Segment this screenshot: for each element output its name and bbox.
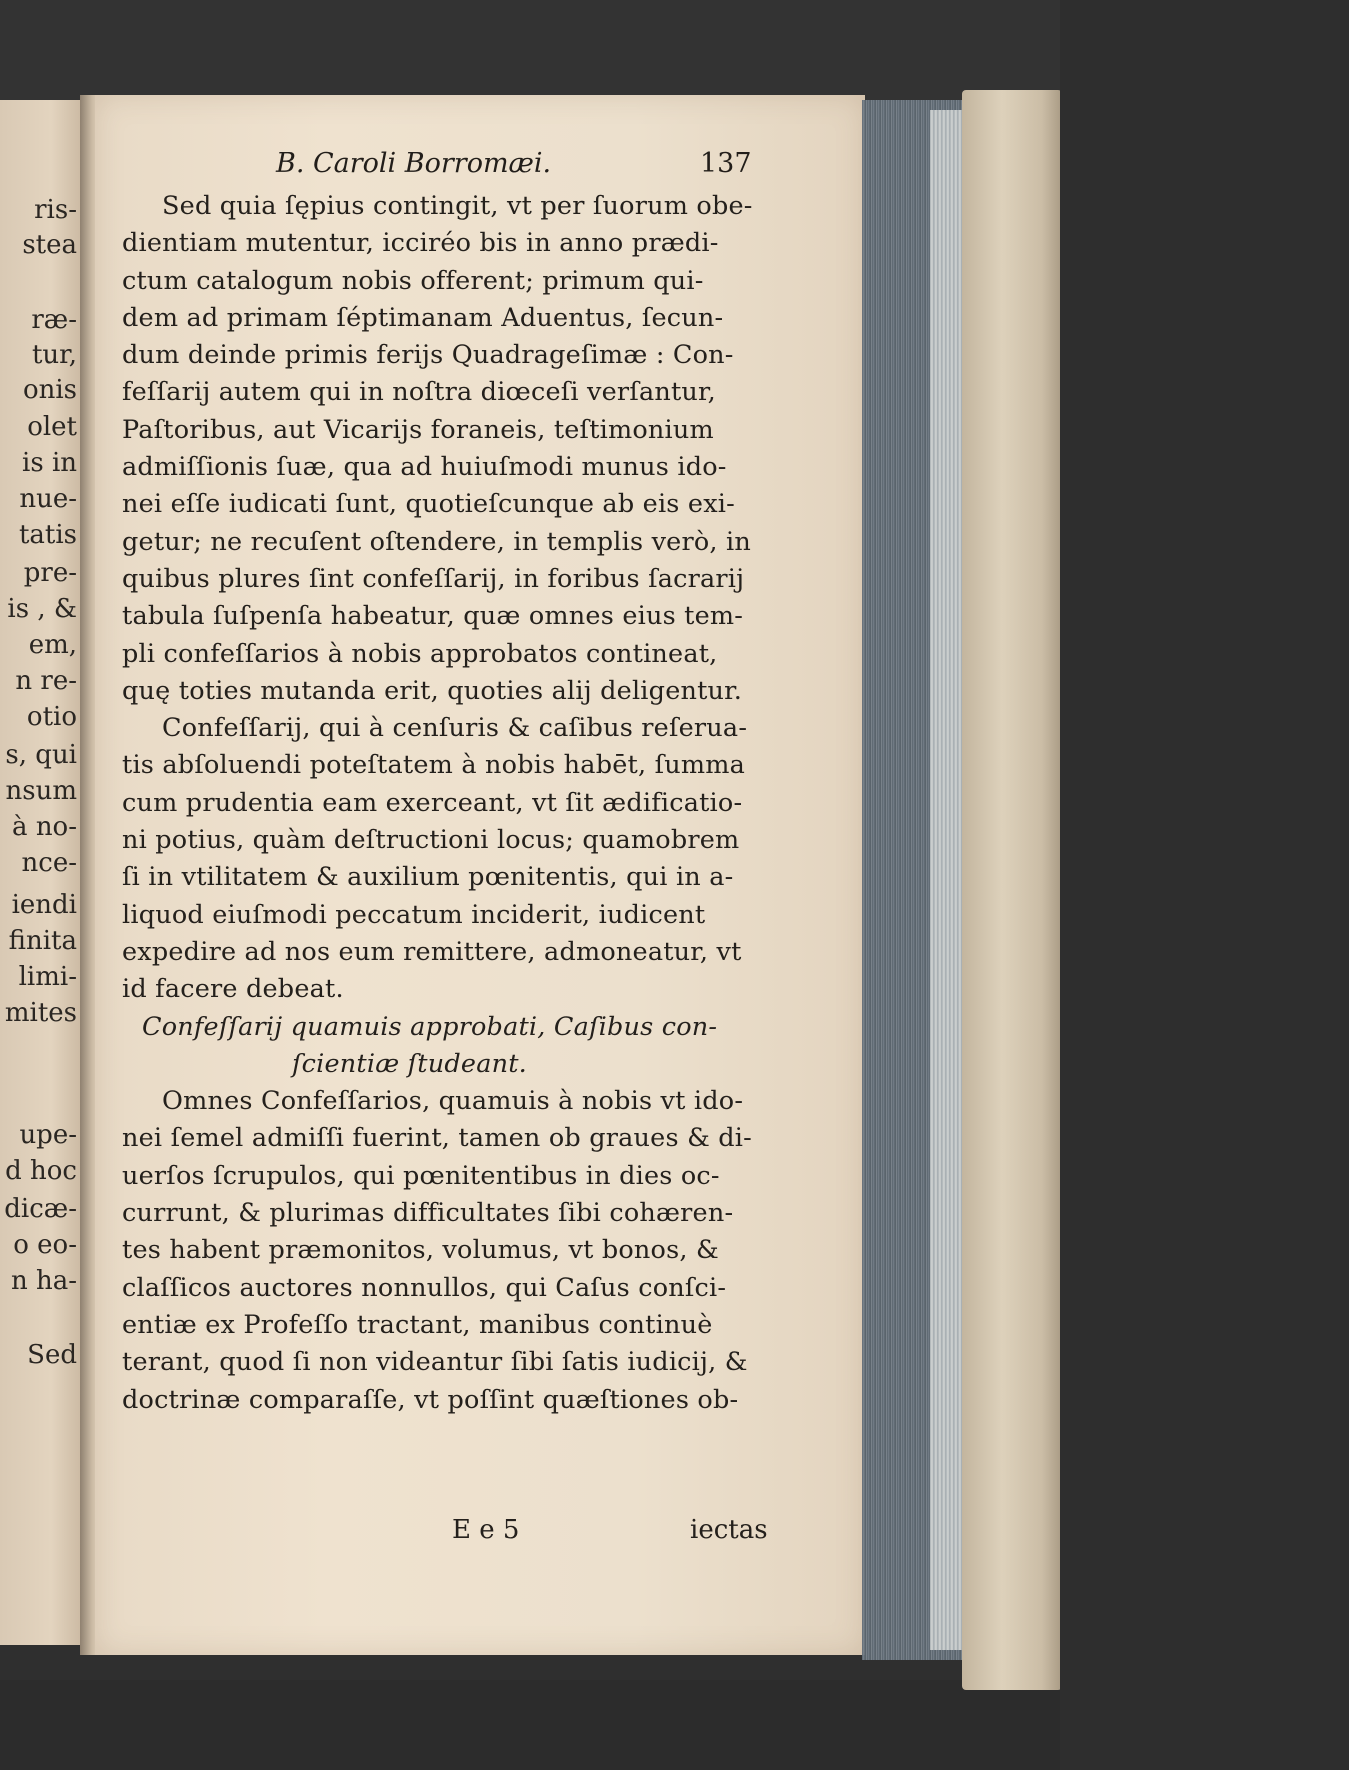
text-line: Paſtoribus, aut Vicarijs foraneis, teſtimonium	[122, 414, 714, 445]
left-page-fragment: is in	[22, 448, 77, 478]
book-binding	[962, 90, 1062, 1690]
text-line: quę toties mutanda erit, quoties alij deligentur.	[122, 675, 743, 706]
text-line: ctum catalogum nobis offerent; primum qui-	[122, 265, 704, 296]
text-line: Omnes Confeſſarios, quamuis à nobis vt ido-	[162, 1086, 744, 1117]
page-number: 137	[700, 148, 752, 179]
text-line: currunt, & plurimas difficultates ſibi cohæren-	[122, 1198, 734, 1229]
left-page-fragment: nue-	[19, 484, 77, 514]
text-line: quibus plures ſint confeſſarij, in foribus ſacrarij	[122, 563, 745, 594]
text-line: tabula ſuſpenſa habeatur, quæ omnes eius tem-	[122, 601, 744, 632]
left-page-fragment: onis	[22, 375, 77, 405]
text-line: entiæ ex Profeſſo tractant, manibus continuè	[122, 1309, 713, 1340]
left-page-fragment: tur,	[31, 340, 77, 370]
page-body	[122, 188, 782, 1419]
text-line: pli confeſſarios à nobis approbatos contineat,	[122, 638, 718, 669]
text-line: dientiam mutentur, icciréo bis in anno prædi-	[122, 228, 719, 259]
scan-backdrop-right	[1060, 0, 1349, 1770]
text-line: ſi in vtilitatem & auxilium pœnitentis, qui in a-	[122, 862, 734, 893]
signature-mark: E e 5	[452, 1515, 520, 1545]
text-line: Sed quia ſępius contingit, vt per ſuorum obe-	[162, 191, 753, 221]
left-page-fragment: pre-	[23, 558, 77, 588]
section-heading: ſcientiæ ſtudeant.	[292, 1048, 527, 1079]
text-line: dem ad primam ſéptimanam Aduentus, ſecun-	[122, 302, 724, 333]
section-heading: Confeſſarij quamuis approbati, Caſibus con-	[142, 1011, 718, 1042]
left-page-fragment: em,	[28, 630, 77, 660]
left-page-fragment: n ha-	[10, 1266, 77, 1296]
text-line: uerſos ſcrupulos, qui pœnitentibus in dies oc-	[122, 1160, 720, 1191]
text-line: id facere debeat.	[122, 974, 344, 1005]
left-page-fragment: is , &	[7, 594, 77, 624]
left-page-fragment: nsum	[5, 776, 77, 806]
left-page-fragment: o eo-	[13, 1230, 77, 1260]
left-page-fragment: dicæ-	[4, 1194, 77, 1224]
catchword: iectas	[690, 1515, 768, 1545]
text-line: liquod eiuſmodi peccatum inciderit, iudicent	[122, 899, 706, 930]
left-page-fragment: ris-	[34, 195, 77, 225]
left-page-fragment: n re-	[15, 666, 77, 696]
text-line: dum deinde primis ferijs Quadrageſimæ : Con-	[122, 340, 734, 371]
text-line: ni potius, quàm deſtructioni locus; quamobrem	[122, 825, 740, 856]
text-line: getur; ne recuſent oſtendere, in templis verò, in	[122, 526, 751, 557]
left-page-fragment: tatis	[18, 520, 77, 550]
text-line: cum prudentia eam exerceant, vt ſit ædificatio-	[122, 787, 743, 818]
text-line: tis abſoluendi poteſtatem à nobis habēt, ſumma	[122, 750, 745, 781]
left-page-fragment: d hoc	[5, 1156, 77, 1186]
left-page-fragment: à no-	[12, 812, 77, 842]
left-page-fragment: s, qui	[5, 740, 77, 770]
left-page-fragment: stea	[22, 230, 77, 260]
left-page-fragment: nce-	[21, 848, 77, 878]
text-line: admiſſionis ſuæ, qua ad huiuſmodi munus ido-	[122, 452, 727, 483]
left-page-fragment: finita	[8, 926, 77, 956]
left-page-fragment: iendi	[11, 890, 77, 920]
left-page-fragment: limi-	[18, 962, 77, 992]
text-line: claſſicos auctores nonnullos, qui Caſus conſci-	[122, 1272, 727, 1303]
text-line: terant, quod ſi non videantur ſibi ſatis iudicij, &	[122, 1347, 748, 1378]
page-block-edge-highlight	[930, 110, 965, 1650]
left-page-fragment: mites	[4, 998, 77, 1028]
left-page-fragment: otio	[26, 702, 77, 732]
text-line: tes habent præmonitos, volumus, vt bonos, &	[122, 1235, 719, 1266]
left-page-fragment: olet	[27, 412, 77, 442]
previous-page-edge	[0, 100, 85, 1645]
text-line: nei ſemel admiſſi fuerint, tamen ob graues & di-	[122, 1123, 752, 1154]
left-page-fragment: Sed	[27, 1340, 77, 1370]
text-line: expedire ad nos eum remittere, admoneatur, vt	[122, 936, 742, 967]
left-page-fragment: ræ-	[31, 305, 77, 335]
text-line: feſſarij autem qui in noſtra diœceſi verſantur,	[122, 377, 716, 408]
left-page-fragment: upe-	[19, 1120, 77, 1150]
text-line: Confeſſarij, qui à cenſuris & caſibus reſerua-	[162, 713, 748, 744]
running-head-title: B. Caroli Borromæi.	[276, 148, 552, 179]
text-line: doctrinæ comparaſſe, vt poſſint quæſtiones ob-	[122, 1384, 739, 1415]
text-line: nei eſſe iudicati ſunt, quotieſcunque ab eis exi-	[122, 489, 735, 520]
